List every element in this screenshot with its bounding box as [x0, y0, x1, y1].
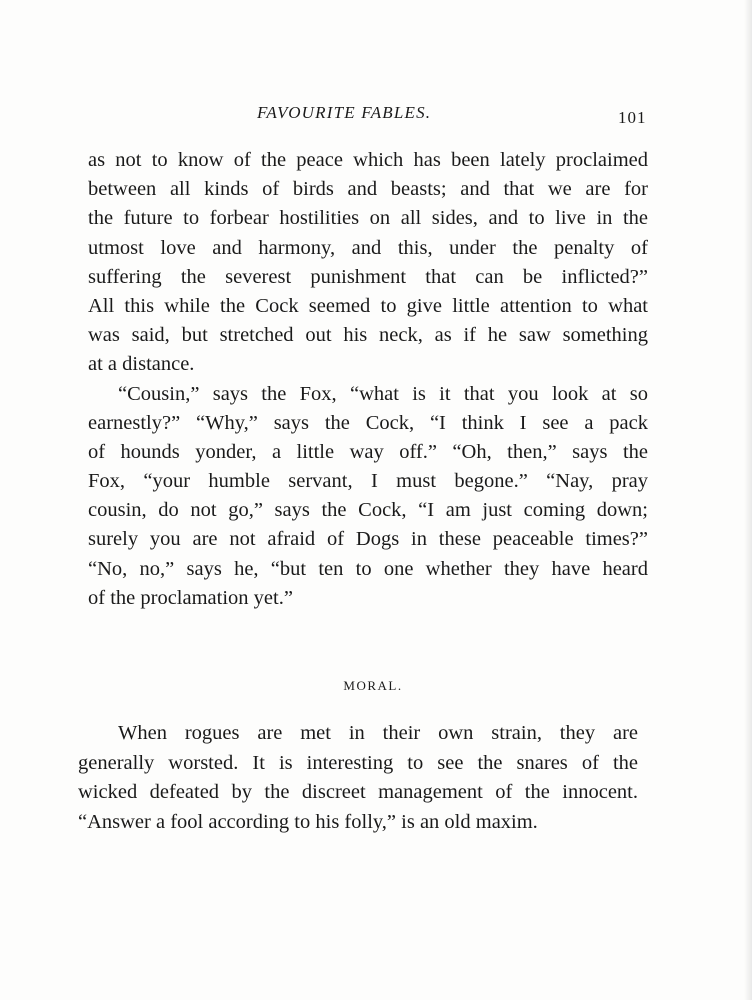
running-title: FAVOURITE FABLES. [257, 103, 432, 122]
page-number: 101 [618, 108, 647, 127]
text-line: was said, but stretched out his neck, as if he saw something [88, 324, 648, 347]
text-line: cousin, do not go,” says the Cock, “I am just coming down; [88, 499, 648, 522]
moral-line: wicked defeated by the discreet management of the innocent. [78, 781, 638, 803]
text-line: as not to know of the peace which has been lately proclaimed [88, 149, 648, 171]
text-line: earnestly?” “Why,” says the Cock, “I think I see a pack [88, 411, 648, 434]
fable-body [88, 146, 648, 613]
page-edge-shadow [744, 0, 752, 1000]
moral-heading [0, 678, 752, 694]
text-line: of hounds yonder, a little way off.” “Oh, then,” says the [88, 440, 648, 463]
text-line: “Cousin,” says the Fox, “what is it that you look at so [118, 382, 648, 405]
moral-body [78, 719, 638, 837]
text-line: “No, no,” says he, “but ten to one whether they have heard [88, 557, 648, 580]
running-head [0, 103, 752, 127]
text-line: Fox, “your humble servant, I must begone.” “Nay, pray [88, 470, 648, 493]
text-line: All this while the Cock seemed to give little attention to what [88, 294, 648, 317]
moral-line: When rogues are met in their own strain, they are [118, 722, 638, 744]
text-line: between all kinds of birds and beasts; and that we are for [88, 178, 648, 201]
text-line: at a distance. [88, 353, 195, 376]
text-line: surely you are not afraid of Dogs in these peaceable times?” [88, 528, 648, 551]
moral-heading-label: MORAL. [343, 678, 403, 693]
text-line: the future to forbear hostilities on all sides, and to live in the [88, 207, 648, 230]
moral-line: generally worsted. It is interesting to see the snares of the [78, 751, 638, 774]
text-line: suffering the severest punishment that can be inflicted?” [88, 265, 648, 288]
moral-line: “Answer a fool according to his folly,” is an old maxim. [78, 810, 538, 833]
text-line: of the proclamation yet.” [88, 586, 293, 609]
text-line: utmost love and harmony, and this, under the penalty of [88, 236, 648, 259]
